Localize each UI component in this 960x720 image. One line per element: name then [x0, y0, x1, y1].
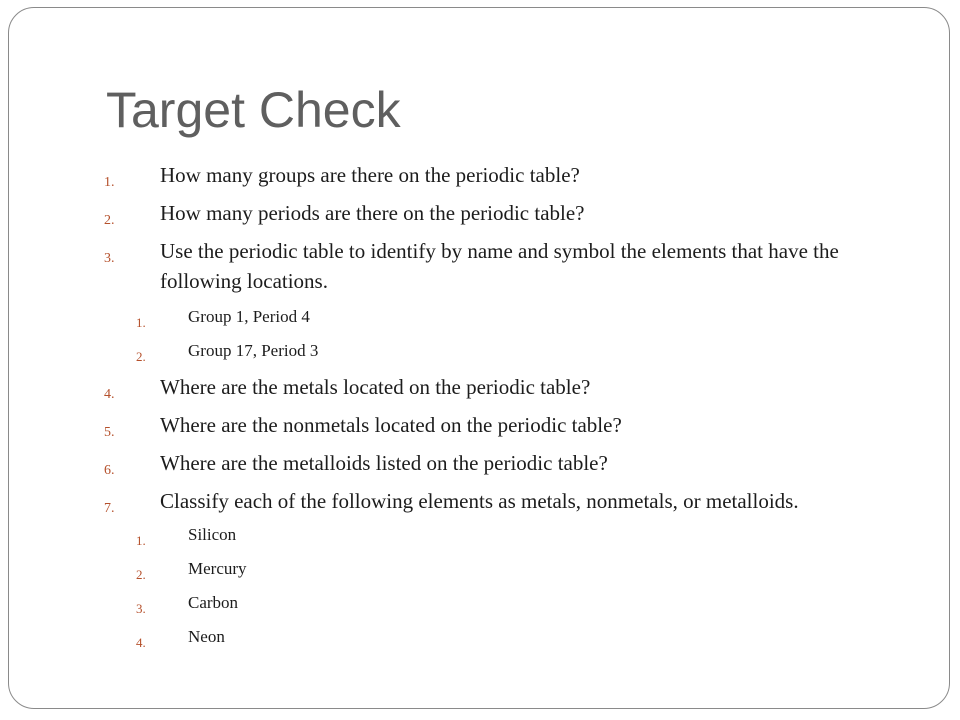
question-list — [104, 160, 904, 650]
sub-list-number: 4. — [136, 635, 146, 650]
list-item — [104, 410, 904, 440]
sub-list-item — [104, 624, 904, 650]
list-item-text: Where are the metalloids listed on the periodic table? — [160, 451, 608, 475]
list-item-text: How many groups are there on the periodic table? — [160, 163, 580, 187]
list-item — [104, 236, 904, 296]
sub-list-number: 2. — [136, 349, 146, 364]
sub-list-item-text: Group 17, Period 3 — [188, 341, 319, 360]
list-item-text: Classify each of the following elements as metals, nonmetals, or metalloids. — [160, 489, 799, 513]
slide-title: Target Check — [106, 82, 401, 138]
list-item — [104, 198, 904, 228]
list-number: 3. — [104, 251, 115, 266]
sub-list-item-text: Neon — [188, 627, 225, 646]
list-item-text: Use the periodic table to identify by name and symbol the elements that have the following locations. — [160, 239, 839, 293]
sub-list-item-text: Group 1, Period 4 — [188, 307, 310, 326]
sub-list-item-text: Silicon — [188, 525, 237, 544]
list-number: 5. — [104, 425, 115, 440]
list-number: 2. — [104, 213, 115, 228]
sub-list-item — [104, 556, 904, 582]
list-item-text: Where are the metals located on the periodic table? — [160, 375, 591, 399]
list-item — [104, 486, 904, 516]
list-number: 1. — [104, 175, 115, 190]
list-number: 7. — [104, 501, 115, 516]
sub-list-item — [104, 304, 904, 330]
sub-list-item — [104, 338, 904, 364]
sub-list-number: 3. — [136, 601, 146, 616]
sub-list-number: 1. — [136, 315, 146, 330]
sub-list-item-text: Carbon — [188, 593, 239, 612]
sub-list-number: 1. — [136, 533, 146, 548]
sub-list-number: 2. — [136, 567, 146, 582]
list-number: 4. — [104, 387, 115, 402]
list-item — [104, 448, 904, 478]
list-item-text: How many periods are there on the periodic table? — [160, 201, 585, 225]
sub-list-item-text: Mercury — [188, 559, 247, 578]
list-item-text: Where are the nonmetals located on the periodic table? — [160, 413, 622, 437]
list-item — [104, 160, 904, 190]
list-number: 6. — [104, 463, 115, 478]
sub-list-item — [104, 590, 904, 616]
sub-list-item — [104, 522, 904, 548]
list-item — [104, 372, 904, 402]
